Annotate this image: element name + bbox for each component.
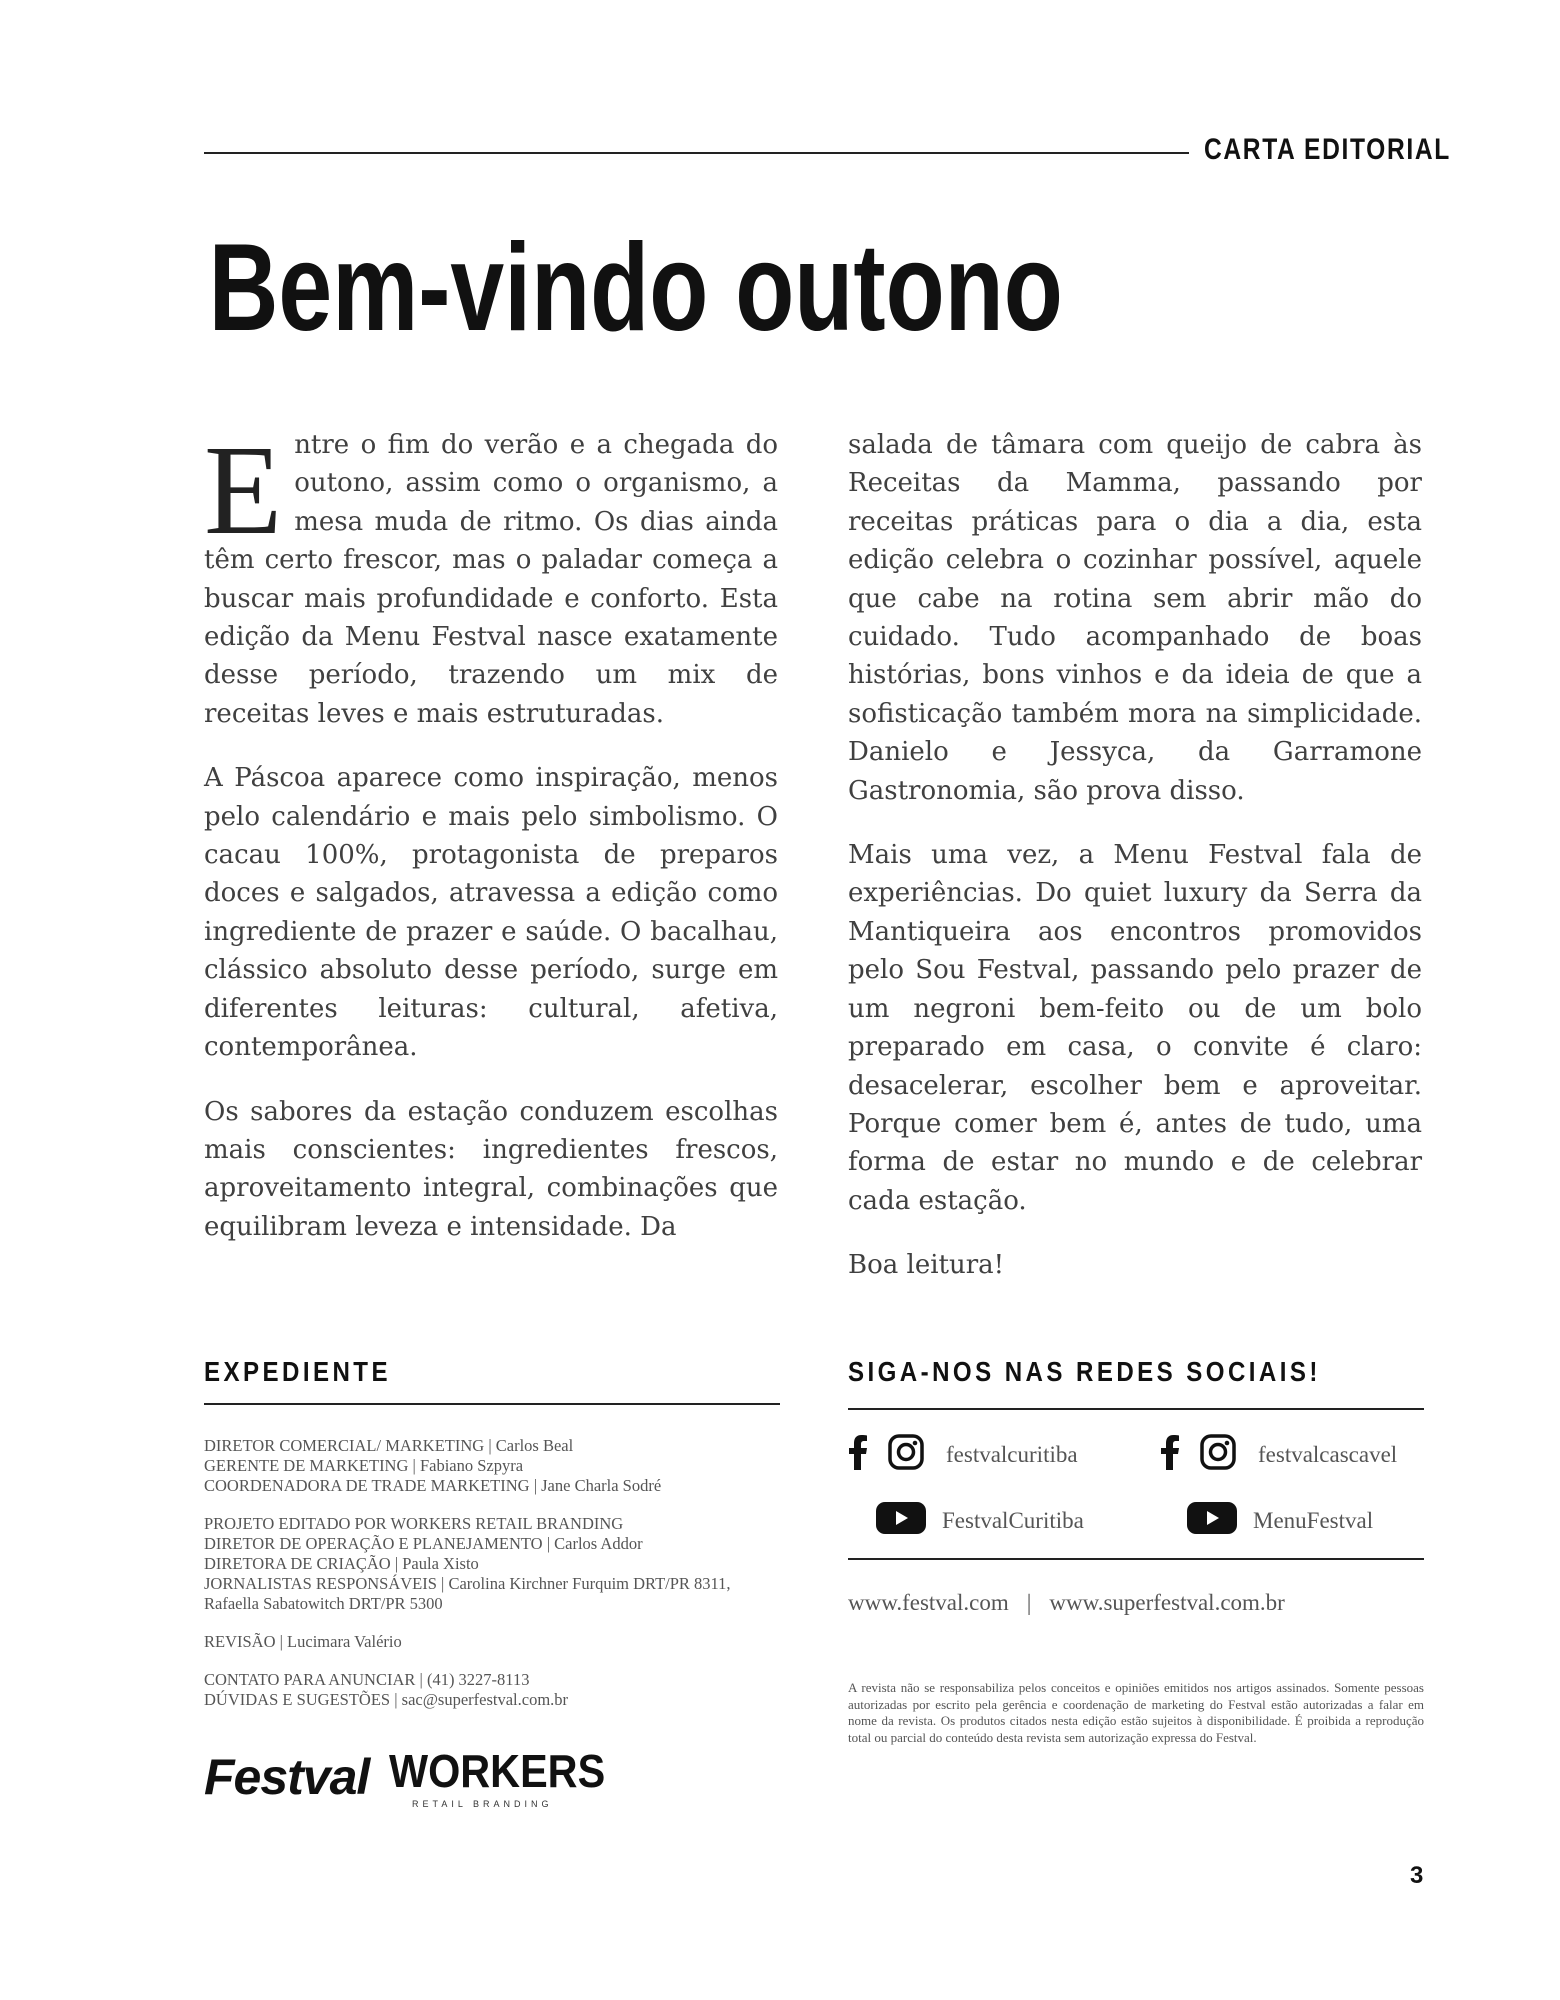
paragraph-1 — [204, 419, 778, 733]
paragraph-5: Mais uma vez, a Menu Festval fala de experiências. Do quiet luxury da Serra da Mantiqueira aos encontros promovidos pelo Sou Festval, passando pelo prazer de um negroni bem-feito ou de um bolo preparado em casa, o convite é claro: desacelerar, escolher bem e aproveitar. Porque comer bem é, antes de tudo, uma forma de estar no mundo e de celebrar cada estação. — [848, 840, 1422, 1216]
credits-group-contact — [204, 1670, 784, 1710]
youtube-channel[interactable]: FestvalCuritiba — [942, 1508, 1084, 1533]
credit-line: JORNALISTAS RESPONSÁVEIS | Carolina Kirchner Furquim DRT/PR 8311, — [204, 1574, 731, 1593]
credit-line: Rafaella Sabatowitch DRT/PR 5300 — [204, 1594, 443, 1613]
credit-line: COORDENADORA DE TRADE MARKETING | Jane Charla Sodré — [204, 1476, 662, 1495]
sign-off: Boa leitura! — [848, 1250, 1005, 1281]
instagram-icon[interactable] — [888, 1434, 924, 1476]
social-item-youtube-festvalcuritiba[interactable] — [876, 1502, 1084, 1540]
instagram-handle[interactable]: festvalcuritiba — [946, 1442, 1078, 1467]
social-item-youtube-menufestval[interactable] — [1187, 1502, 1373, 1540]
expediente-heading: EXPEDIENTE — [204, 1356, 391, 1387]
facebook-icon[interactable] — [1160, 1434, 1180, 1476]
credit-line: PROJETO EDITADO POR WORKERS RETAIL BRANDING — [204, 1514, 624, 1533]
credit-line: GERENTE DE MARKETING | Fabiano Szpyra — [204, 1456, 524, 1475]
paragraph-1-text: ntre o fim do verão e a chegada do outono, assim como o organismo, a mesa muda de ritmo. Os dias ainda têm certo frescor, mas o paladar começa a buscar mais profundidade e conforto. Esta edição da Menu Festval nasce exatamente desse período, trazendo um mix de receitas leves e mais estruturadas. — [204, 430, 778, 729]
paragraph-4: salada de tâmara com queijo de cabra às Receitas da Mamma, passando por receitas práticas para o dia a dia, esta edição celebra o cozinhar possível, aquele que cabe na rotina sem abrir mão do cuidado. Tudo acompanhado de boas histórias, bons vinhos e da ideia de que a sofisticação também mora na simplicidade. Danielo e Jessyca, da Garramone Gastronomia, são prova disso. — [848, 430, 1422, 806]
website-links — [848, 1590, 1285, 1616]
credits-group-marketing — [204, 1436, 784, 1496]
instagram-handle[interactable]: festvalcascavel — [1258, 1442, 1398, 1467]
credit-line: DIRETORA DE CRIAÇÃO | Paula Xisto — [204, 1554, 479, 1573]
social-item-festvalcascavel[interactable] — [1160, 1434, 1397, 1476]
social-heading: SIGA-NOS NAS REDES SOCIAIS! — [848, 1356, 1321, 1387]
credits-group-project — [204, 1514, 784, 1614]
editorial-column-right — [848, 426, 1422, 1311]
social-item-festvalcuritiba[interactable] — [848, 1434, 1078, 1476]
instagram-icon[interactable] — [1200, 1434, 1236, 1476]
credits-group-revision — [204, 1632, 784, 1652]
website-link-festval[interactable]: www.festval.com — [848, 1590, 1009, 1615]
paragraph-3: Os sabores da estação conduzem escolhas mais conscientes: ingredientes frescos, aproveitamento integral, combinações que equilibram leveza e intensidade. Da — [204, 1096, 778, 1242]
social-rule-bottom — [848, 1558, 1424, 1560]
workers-logo: WORKERS — [389, 1745, 606, 1797]
credit-line: DIRETOR COMERCIAL/ MARKETING | Carlos Beal — [204, 1436, 574, 1455]
separator: | — [1026, 1590, 1032, 1615]
expediente-rule — [204, 1403, 780, 1405]
workers-logo-subtitle: RETAIL BRANDING — [412, 1799, 553, 1809]
social-rule-top — [848, 1408, 1424, 1410]
drop-cap: E — [204, 419, 283, 561]
section-label: CARTA EDITORIAL — [1204, 133, 1451, 166]
youtube-icon[interactable] — [876, 1502, 926, 1540]
editorial-column-left — [204, 419, 778, 1272]
legal-disclaimer: A revista não se responsabiliza pelos conceitos e opiniões emitidos nos artigos assinados. Somente pessoas autorizadas por escrito pela gerência e coordenação de marketing do Festval estão autorizadas a falar em nome da revista. Os produtos citados nesta edição estão sujeitos à disponibilidade. É proibida a reprodução total ou parcial do conteúdo desta revista sem autorização expressa do Festval. — [848, 1680, 1424, 1745]
header-rule — [204, 152, 1189, 154]
youtube-icon[interactable] — [1187, 1502, 1237, 1540]
credit-line: DÚVIDAS E SUGESTÕES | sac@superfestval.com.br — [204, 1690, 569, 1709]
facebook-icon[interactable] — [848, 1434, 868, 1476]
website-link-superfestval[interactable]: www.superfestval.com.br — [1049, 1590, 1285, 1615]
page-number: 3 — [1410, 1862, 1424, 1889]
paragraph-2: A Páscoa aparece como inspiração, menos pelo calendário e mais pelo simbolismo. O cacau 100%, protagonista de preparos doces e salgados, atravessa a edição como ingrediente de prazer e saúde. O bacalhau, clássico absoluto desse período, surge em diferentes leituras: cultural, afetiva, contemporânea. — [204, 763, 778, 1063]
credit-line: CONTATO PARA ANUNCIAR | (41) 3227-8113 — [204, 1670, 530, 1689]
page-title: Bem-vindo outono — [208, 219, 1063, 357]
festval-logo: Festval — [204, 1749, 370, 1805]
credit-line: DIRETOR DE OPERAÇÃO E PLANEJAMENTO | Carlos Addor — [204, 1534, 643, 1553]
credit-line: REVISÃO | Lucimara Valério — [204, 1632, 402, 1651]
youtube-channel[interactable]: MenuFestval — [1253, 1508, 1374, 1533]
credits-block — [204, 1436, 784, 1728]
